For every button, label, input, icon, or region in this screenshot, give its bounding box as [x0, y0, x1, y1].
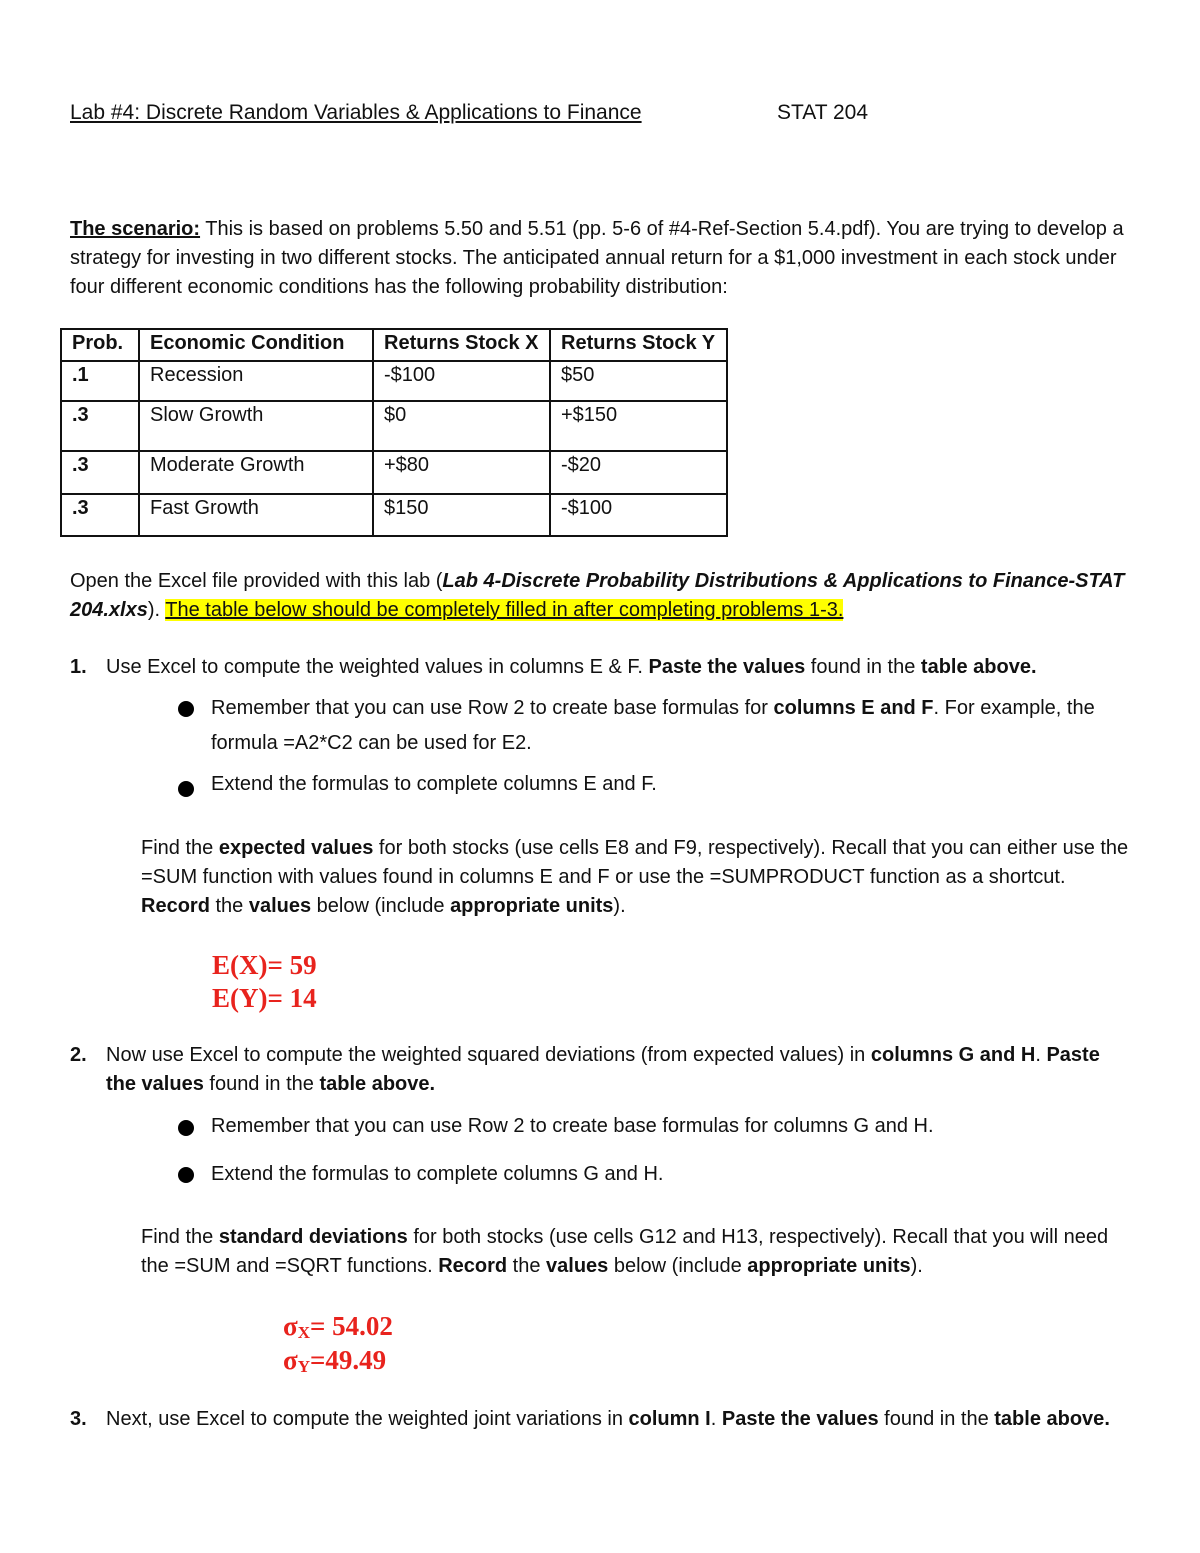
cell-return-x: $0 [373, 401, 550, 451]
answer-expected-y: E(Y)= 14 [212, 983, 317, 1013]
subscript-y: Y [297, 1357, 310, 1376]
q2-find-bold: Record [438, 1255, 508, 1277]
probability-distribution-table [60, 328, 728, 537]
header-prob: Prob. [61, 329, 139, 361]
sigma-symbol: σ [283, 1311, 298, 1341]
subscript-x: X [297, 1323, 310, 1342]
cell-return-y: +$150 [550, 401, 727, 451]
question-1-number: 1. [70, 656, 87, 678]
q1-bullet-1 [211, 691, 1131, 761]
bullet-icon [178, 1167, 194, 1183]
q1-find-bold: values [248, 895, 312, 917]
cell-condition: Slow Growth [139, 401, 373, 451]
q2-find-bold: appropriate units [747, 1255, 911, 1277]
bullet-icon [178, 781, 194, 797]
cell-return-x: $150 [373, 494, 550, 536]
q1-bullet-1-text: Remember that you can use Row 2 to create base formulas for [211, 697, 774, 719]
table-row [61, 401, 727, 451]
q2-bullet-2: Extend the formulas to complete columns G and H. [211, 1163, 664, 1185]
cell-condition: Recession [139, 361, 373, 401]
q2-bullet-1: Remember that you can use Row 2 to create base formulas for columns G and H. [211, 1115, 934, 1137]
q2-find-text: the [507, 1255, 547, 1277]
q1-bold-part: table above [920, 656, 1031, 678]
answer-std-dev-y [283, 1344, 386, 1383]
header-returns-x: Returns Stock X [373, 329, 550, 361]
cell-return-x: +$80 [373, 451, 550, 494]
q2-find-bold: standard deviations [218, 1226, 408, 1248]
q1-bold-part: Paste the values [648, 656, 806, 678]
cell-prob: .1 [61, 361, 139, 401]
q1-bullet-1-bold: columns E and F [773, 697, 934, 719]
bullet-icon [178, 1120, 194, 1136]
scenario-text: This is based on problems 5.50 and 5.51 (pp. 5-6 of #4-Ref-Section 5.4.pdf). You are trying to develop a strategy for investing in two different stocks. The anticipated annual return for a $1,000 investment in each stock under four different economic conditions has the following probability distribution: [70, 218, 1124, 298]
cell-return-y: -$20 [550, 451, 727, 494]
q3-text-part: . [710, 1408, 722, 1430]
scenario-lead: The scenario: [70, 218, 201, 240]
q1-find-text: for both stocks (use cells E8 and F9, respectively). Recall that you can either use the =SUM function with values found in columns E and F or use the =SUMPRODUCT function as a shortcut. [141, 837, 1129, 888]
q3-text-part: found in the [878, 1408, 995, 1430]
excel-filename: Lab 4-Discrete Probability Distributions & Applications to Finance-STAT 204.xlxs [70, 570, 1125, 621]
q1-find-bold: Record [141, 895, 210, 917]
cell-return-y: -$100 [550, 494, 727, 536]
q2-bold-part: table above. [319, 1073, 436, 1095]
cell-prob: .3 [61, 451, 139, 494]
q1-expected-values-instruction [141, 834, 1131, 921]
question-2-text [106, 1041, 1126, 1099]
bullet-icon [178, 701, 194, 717]
q2-bold-part: Paste the values [106, 1044, 1100, 1095]
question-3-text [106, 1405, 1126, 1434]
q1-find-text: ). [613, 895, 626, 917]
q2-find-bold: values [546, 1255, 609, 1277]
cell-return-y: $50 [550, 361, 727, 401]
q2-standard-deviation-instruction [141, 1223, 1131, 1281]
cell-condition: Fast Growth [139, 494, 373, 536]
question-3-number: 3. [70, 1408, 87, 1430]
q3-text-part: Next, use Excel to compute the weighted joint variations in [106, 1408, 629, 1430]
open-file-paragraph [70, 567, 1130, 625]
answer-expected-x: E(X)= 59 [212, 950, 317, 980]
q2-text-part: found in the [203, 1073, 320, 1095]
q2-bold-part: columns G and H [870, 1044, 1036, 1066]
q3-bold-part: . [1104, 1408, 1110, 1430]
q1-find-bold: appropriate units [450, 895, 614, 917]
std-dev-y-value: =49.49 [309, 1345, 387, 1375]
q1-find-text: below (include [311, 895, 451, 917]
header-economic-condition: Economic Condition [139, 329, 373, 361]
q1-find-bold: expected values [218, 837, 374, 859]
cell-condition: Moderate Growth [139, 451, 373, 494]
open-file-prefix: Open the Excel file provided with this lab ( [70, 570, 443, 592]
q1-find-text: Find the [141, 837, 219, 859]
question-1-text [106, 653, 1126, 682]
q2-text-part: Now use Excel to compute the weighted squared deviations (from expected values) in [106, 1044, 871, 1066]
table-row [61, 361, 727, 401]
open-file-suffix: ). [147, 599, 166, 621]
q1-find-text: the [209, 895, 249, 917]
course-code: STAT 204 [777, 101, 869, 124]
q2-find-text: Find the [141, 1226, 219, 1248]
q1-text-part: Use Excel to compute the weighted values in columns E & F. [106, 656, 649, 678]
q1-bullet-1-text: . For example, the formula =A2*C2 can be used for E2. [211, 697, 1095, 754]
q2-find-text: ). [910, 1255, 923, 1277]
q2-find-text: for both stocks (use cells G12 and H13, respectively). Recall that you will need the =SUM and =SQRT functions. [141, 1226, 1109, 1277]
cell-prob: .3 [61, 401, 139, 451]
q1-bullet-2: Extend the formulas to complete columns E and F. [211, 773, 657, 795]
q3-bold-part: column I [628, 1408, 711, 1430]
std-dev-x-value: = 54.02 [309, 1311, 393, 1341]
q1-bold-part: . [1030, 656, 1037, 678]
q3-bold-part: Paste the values [721, 1408, 879, 1430]
q2-text-part: . [1035, 1044, 1047, 1066]
header-returns-y: Returns Stock Y [550, 329, 727, 361]
scenario-paragraph [70, 215, 1130, 302]
highlighted-instruction: The table below should be completely filled in after completing problems 1-3. [165, 599, 844, 621]
question-2-number: 2. [70, 1044, 87, 1066]
cell-return-x: -$100 [373, 361, 550, 401]
q3-bold-part: table above [994, 1408, 1105, 1430]
q2-find-text: below (include [608, 1255, 748, 1277]
table-header-row [61, 329, 727, 361]
q1-text-part: found in the [805, 656, 921, 678]
cell-prob: .3 [61, 494, 139, 536]
lab-title: Lab #4: Discrete Random Variables & Applications to Finance [70, 101, 642, 124]
table-row [61, 451, 727, 494]
sigma-symbol: σ [283, 1345, 298, 1375]
table-row [61, 494, 727, 536]
